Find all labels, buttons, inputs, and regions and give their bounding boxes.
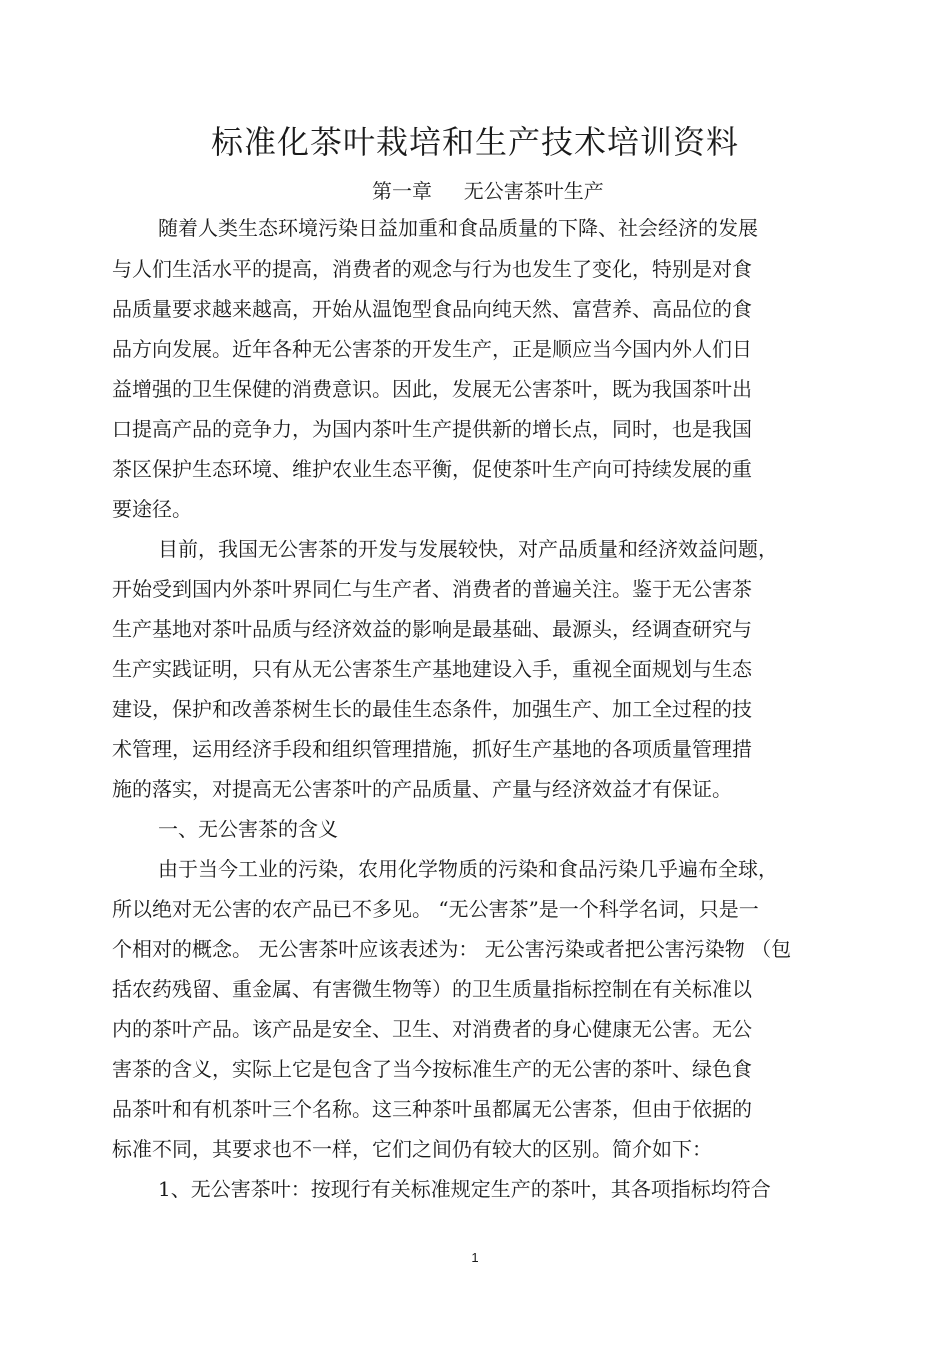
body-line: 随着人类生态环境污染日益加重和食品质量的下降、社会经济的发展 — [158, 216, 758, 240]
body-line: 建设，保护和改善茶树生长的最佳生态条件，加强生产、加工全过程的技 — [112, 697, 752, 721]
body-line: 要途径。 — [112, 497, 192, 521]
body-line: 施的落实，对提高无公害茶叶的产品质量、产量与经济效益才有保证。 — [112, 777, 732, 801]
body-line: 生产实践证明，只有从无公害茶生产基地建设入手，重视全面规划与生态 — [112, 657, 752, 681]
section-heading: 一、无公害茶的含义 — [158, 817, 338, 841]
body-line: 害茶的含义，实际上它是包含了当今按标准生产的无公害的茶叶、绿色食 — [112, 1057, 752, 1081]
body-line: 术管理，运用经济手段和组织管理措施，抓好生产基地的各项质量管理措 — [112, 737, 752, 761]
body-line: 品茶叶和有机茶叶三个名称。这三种茶叶虽都属无公害茶，但由于依据的 — [112, 1097, 752, 1121]
body-line: 所以绝对无公害的农产品已不多见。 “无公害茶”是一个科学名词，只是一 — [112, 897, 759, 921]
chapter-heading: 第一章 无公害茶叶生产 — [372, 179, 604, 203]
body-line: 内的茶叶产品。该产品是安全、卫生、对消费者的身心健康无公害。无公 — [112, 1017, 752, 1041]
body-line: 口提高产品的竞争力，为国内茶叶生产提供新的增长点，同时，也是我国 — [112, 417, 752, 441]
body-line: 括农药残留、重金属、有害微生物等）的卫生质量指标控制在有关标准以 — [112, 977, 752, 1001]
body-line: 由于当今工业的污染，农用化学物质的污染和食品污染几乎遍布全球， — [158, 857, 778, 881]
body-line: 目前，我国无公害茶的开发与发展较快，对产品质量和经济效益问题， — [158, 537, 778, 561]
body-line: 1、无公害茶叶：按现行有关标准规定生产的茶叶，其各项指标均符合 — [158, 1177, 771, 1201]
body-line: 生产基地对茶叶品质与经济效益的影响是最基础、最源头，经调查研究与 — [112, 617, 752, 641]
body-line: 益增强的卫生保健的消费意识。因此，发展无公害茶叶，既为我国茶叶出 — [112, 377, 752, 401]
body-line: 茶区保护生态环境、维护农业生态平衡，促使茶叶生产向可持续发展的重 — [112, 457, 752, 481]
body-line: 开始受到国内外茶叶界同仁与生产者、消费者的普遍关注。鉴于无公害茶 — [112, 577, 752, 601]
body-line: 标准不同，其要求也不一样，它们之间仍有较大的区别。简介如下： — [112, 1137, 712, 1161]
body-line: 品质量要求越来越高，开始从温饱型食品向纯天然、富营养、高品位的食 — [112, 297, 752, 321]
body-line: 品方向发展。近年各种无公害茶的开发生产，正是顺应当今国内外人们日 — [112, 337, 752, 361]
page-number: 1 — [471, 1250, 479, 1265]
body-line: 个相对的概念。 无公害茶叶应该表述为： 无公害污染或者把公害污染物 （包 — [112, 937, 792, 961]
document-title: 标准化茶叶栽培和生产技术培训资料 — [210, 123, 739, 161]
body-line: 与人们生活水平的提高，消费者的观念与行为也发生了变化，特别是对食 — [112, 257, 752, 281]
